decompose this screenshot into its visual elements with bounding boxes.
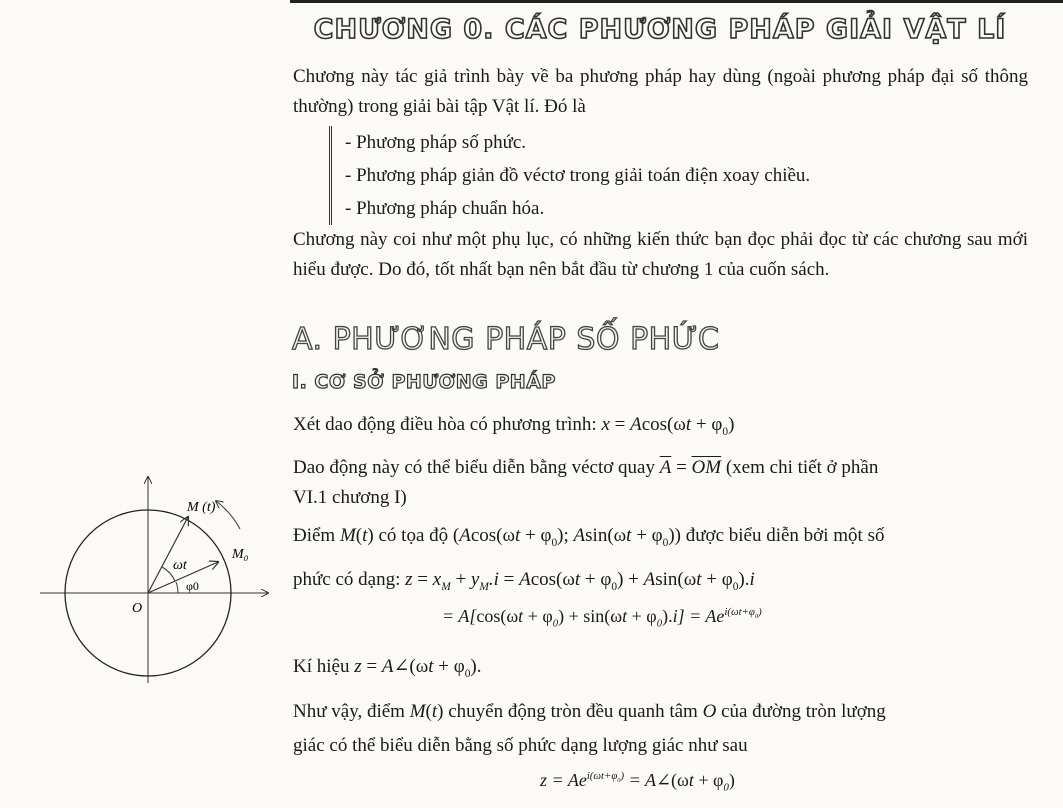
- list-item: - Phương pháp số phức.: [345, 132, 527, 153]
- point-text: Điểm: [293, 525, 336, 546]
- thus-line: Như vậy, điểm M(t) chuyển động tròn đều quanh tâm O của đường tròn lượng: [293, 701, 886, 722]
- complex-exponential-equation: = $A[\cos(\omega t + \varphi_0) + \sin(\omega t + \varphi_0).i] = Ae^{i(\omega t+\varphi_0)}$: [442, 606, 762, 630]
- trig-line: giác có thể biểu diễn bằng số phức dạng lượng giác như sau: [293, 735, 748, 756]
- list-item: - Phương pháp giản đồ véctơ trong giải toán điện xoay chiều.: [345, 165, 811, 186]
- vector-mt: [148, 517, 188, 593]
- moves-text: chuyển động tròn đều quanh tâm: [448, 701, 698, 722]
- equation-line-1: Xét dao động điều hòa có phương trình: $x = Acos(\omega t + \varphi_0)$: [293, 414, 735, 438]
- notation-line: Kí hiệu z = A∠(ωt + $\varphi_0$).: [293, 656, 482, 680]
- intro-paragraph: Chương này tác giả trình bày về ba phương pháp hay dùng (ngoài phương pháp đại số thông thường) trong giải bài tập Vật lí. Đó là: [293, 66, 1028, 117]
- represent-text: Dao động này có thể biểu diễn bằng véctơ quay: [293, 457, 655, 478]
- final-equation: $z = Ae^{i(\omega t+\varphi_0)}$ = A∠(ωt + $\varphi_0$): [540, 770, 735, 794]
- thus-text: Như vậy, điểm: [293, 701, 405, 722]
- notation-text: Kí hiệu: [293, 656, 350, 677]
- chapter-title: CHƯƠNG 0. CÁC PHƯƠNG PHÁP GIẢI VẬT LÍ: [313, 14, 1007, 45]
- label-wt: ωt: [173, 558, 187, 573]
- label-mt: M (t): [187, 500, 216, 515]
- angle-phi0-arc: [176, 582, 178, 593]
- see-ref-text: VI.1 chương I): [293, 487, 407, 508]
- section-i-heading: I. CƠ SỞ PHƯƠNG PHÁP: [292, 371, 556, 393]
- has-coord-text: có tọa độ: [378, 525, 449, 546]
- consider-text: Xét dao động điều hòa có phương trình:: [293, 414, 597, 435]
- top-rule: [290, 0, 1063, 3]
- method-list: [329, 126, 995, 225]
- label-m0: M₀: [232, 547, 249, 562]
- of-circle-text: của đường tròn lượng: [721, 701, 886, 722]
- complex-form-text: phức có dạng:: [293, 569, 401, 590]
- trig-circle-figure: [30, 465, 280, 695]
- complex-form-line: phức có dạng: $z = x_M + y_M.i = Acos(\omega t + \varphi_0) + Asin(\omega t + \varphi_0).i$: [293, 569, 755, 593]
- section-a-heading: A. PHƯƠNG PHÁP SỐ PHỨC: [292, 322, 720, 357]
- rotation-arrow: [216, 501, 240, 529]
- see-detail-text: (xem chi tiết ở phần: [725, 457, 879, 478]
- label-o: O: [132, 601, 143, 616]
- appendix-paragraph: Chương này coi như một phụ lục, có những kiến thức bạn đọc phải đọc từ các chương sau mới hiểu được. Do đó, tốt nhất bạn nên bắt đầu từ chương 1 của cuốn sách.: [293, 229, 1028, 280]
- list-item: - Phương pháp chuẩn hóa.: [345, 198, 545, 219]
- label-phi0: φ0: [186, 579, 199, 593]
- represented-by-text: được biểu diễn bởi một số: [685, 525, 885, 546]
- point-coord-line: Điểm M(t) có tọa độ ($Acos(\omega t + \varphi_0)$; $Asin(\omega t + \varphi_0)$) được biểu diễn bởi một số: [293, 525, 885, 549]
- rotating-vector-line: Dao động này có thể biểu diễn bằng véctơ quay $\overline{A} = \overline{OM}$ (xem chi tiết ở phần: [293, 457, 879, 478]
